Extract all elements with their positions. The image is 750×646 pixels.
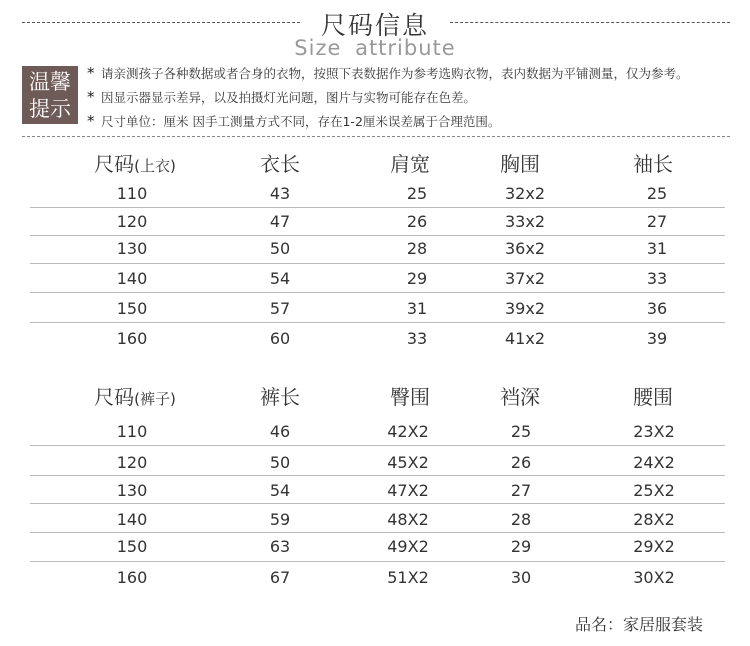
tip-note-1: * 请亲测孩子各种数据或者合身的衣物，按照下表数据作为参考选购衣物，表内数据为平铺测量，仅为参考。	[87, 64, 689, 82]
section-divider	[22, 136, 730, 137]
row-divider	[30, 561, 725, 562]
tops-header-sleeve: 袖长	[633, 152, 673, 176]
tip-note-3: * 尺寸单位：厘米 因手工测量方式不同，存在1-2厘米误差属于合理范围。	[87, 112, 501, 130]
row-divider	[30, 263, 725, 264]
product-name: 品名：家居服套装	[574, 615, 703, 634]
pants-header-rise: 裆深	[500, 385, 540, 409]
tops-header-length: 衣长	[260, 152, 300, 176]
star-icon: *	[87, 64, 95, 82]
row-divider	[30, 207, 725, 208]
pants-header-hip: 臀围	[390, 385, 430, 409]
tip-badge-line1: 温馨	[29, 70, 71, 94]
star-icon: *	[87, 88, 95, 106]
pants-header-waist: 腰围	[633, 385, 673, 409]
tops-header-size: 尺码(上衣)	[94, 152, 176, 176]
pants-header-length: 裤长	[260, 385, 300, 409]
row-divider	[30, 532, 725, 533]
tip-note-2: * 因显示器显示差异，以及拍摄灯光问题，图片与实物可能存在色差。	[87, 88, 477, 106]
page-title: 尺码信息	[320, 11, 429, 40]
star-icon: *	[87, 112, 95, 130]
tip-badge-line2: 提示	[29, 97, 71, 121]
row-divider	[30, 503, 725, 504]
row-divider	[30, 235, 725, 236]
pants-header-size: 尺码(裤子)	[94, 385, 176, 409]
tops-header-shoulder: 肩宽	[390, 152, 430, 176]
tip-badge	[22, 66, 78, 124]
row-divider	[30, 322, 725, 323]
row-divider	[30, 445, 725, 446]
page-subtitle: Size attribute	[294, 36, 456, 60]
tops-header-chest: 胸围	[500, 152, 540, 176]
row-divider	[30, 475, 725, 476]
row-divider	[30, 292, 725, 293]
